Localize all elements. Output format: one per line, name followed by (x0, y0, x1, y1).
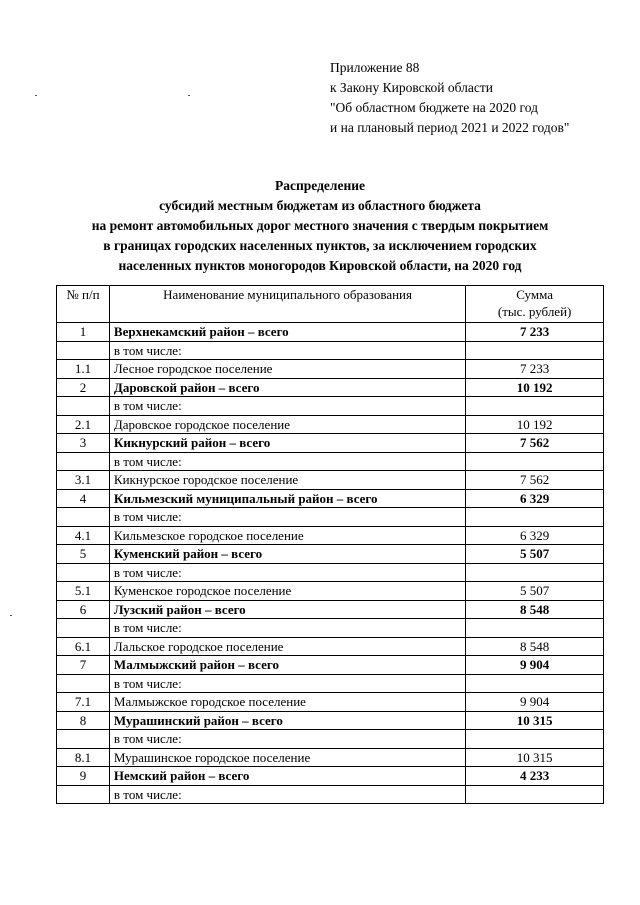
row-number: 6.1 (57, 637, 110, 656)
row-number: 6 (57, 600, 110, 619)
column-header-sum (466, 286, 604, 323)
table-row-district-total (57, 378, 604, 397)
row-name: Немский район – всего (109, 767, 465, 786)
scan-speck (10, 615, 12, 616)
row-number (57, 508, 110, 527)
row-name: Мурашинский район – всего (109, 711, 465, 730)
row-name: Мурашинское городское поселение (109, 748, 465, 767)
table-row (57, 471, 604, 490)
row-name: в том числе: (109, 674, 465, 693)
appendix-line: Приложение 88 (330, 60, 420, 75)
row-sum (466, 619, 604, 638)
table-row (57, 397, 604, 416)
table-row (57, 360, 604, 379)
row-name: Малмыжский район – всего (109, 656, 465, 675)
row-sum: 10 315 (466, 748, 604, 767)
row-number: 8 (57, 711, 110, 730)
title-line: в границах городских населенных пунктов, за исключением городских (103, 238, 537, 253)
row-sum (466, 508, 604, 527)
row-number: 9 (57, 767, 110, 786)
row-number (57, 674, 110, 693)
row-number (57, 397, 110, 416)
table-row (57, 452, 604, 471)
row-number: 1 (57, 323, 110, 342)
row-name: в том числе: (109, 730, 465, 749)
row-number: 3.1 (57, 471, 110, 490)
row-number: 5 (57, 545, 110, 564)
row-number: 7 (57, 656, 110, 675)
row-sum: 8 548 (466, 600, 604, 619)
table-row (57, 582, 604, 601)
row-sum: 6 329 (466, 489, 604, 508)
row-sum: 4 233 (466, 767, 604, 786)
column-header-sum-line1: Сумма (516, 287, 554, 302)
row-sum (466, 452, 604, 471)
title-line: Распределение (274, 178, 366, 193)
row-sum (466, 397, 604, 416)
table-row (57, 341, 604, 360)
title-line: на ремонт автомобильных дорог местного значения с твердым покрытием (91, 218, 549, 233)
table-row (57, 637, 604, 656)
row-sum (466, 674, 604, 693)
row-name: Лальское городское поселение (109, 637, 465, 656)
row-number: 4 (57, 489, 110, 508)
row-number (57, 619, 110, 638)
row-sum (466, 785, 604, 804)
row-name: в том числе: (109, 452, 465, 471)
row-number: 2.1 (57, 415, 110, 434)
row-name: в том числе: (109, 785, 465, 804)
document-title (0, 176, 640, 276)
appendix-header (330, 58, 569, 138)
table-row (57, 785, 604, 804)
row-sum (466, 341, 604, 360)
row-name: Кильмезское городское поселение (109, 526, 465, 545)
row-sum (466, 563, 604, 582)
subsidy-table (56, 285, 604, 804)
row-name: Куменское городское поселение (109, 582, 465, 601)
row-sum: 7 562 (466, 434, 604, 453)
row-sum: 10 192 (466, 378, 604, 397)
row-name: Даровской район – всего (109, 378, 465, 397)
row-name: Лузский район – всего (109, 600, 465, 619)
row-name: Кикнурское городское поселение (109, 471, 465, 490)
appendix-line: "Об областном бюджете на 2020 год (330, 100, 538, 115)
table-row (57, 563, 604, 582)
table-row (57, 619, 604, 638)
row-name: в том числе: (109, 508, 465, 527)
table-row (57, 508, 604, 527)
row-number: 7.1 (57, 693, 110, 712)
appendix-line: к Закону Кировской области (330, 80, 494, 95)
row-sum: 10 315 (466, 711, 604, 730)
table-row (57, 748, 604, 767)
column-header-num: № п/п (57, 286, 110, 323)
row-number: 8.1 (57, 748, 110, 767)
row-sum: 6 329 (466, 526, 604, 545)
row-name: Верхнекамский район – всего (109, 323, 465, 342)
row-number: 1.1 (57, 360, 110, 379)
row-sum: 8 548 (466, 637, 604, 656)
row-name: Кильмезский муниципальный район – всего (109, 489, 465, 508)
row-number (57, 730, 110, 749)
row-sum: 5 507 (466, 545, 604, 564)
row-number (57, 785, 110, 804)
scan-speck (188, 95, 190, 96)
table-row-district-total (57, 323, 604, 342)
row-name: Даровское городское поселение (109, 415, 465, 434)
row-number: 4.1 (57, 526, 110, 545)
row-sum (466, 730, 604, 749)
row-number: 2 (57, 378, 110, 397)
row-name: в том числе: (109, 563, 465, 582)
table-row-district-total (57, 545, 604, 564)
row-sum: 7 233 (466, 360, 604, 379)
table-body (57, 323, 604, 804)
table-row-district-total (57, 767, 604, 786)
column-header-sum-line2: (тыс. рублей) (497, 304, 572, 319)
table-row-district-total (57, 434, 604, 453)
table-row-district-total (57, 600, 604, 619)
table-row-district-total (57, 656, 604, 675)
row-number (57, 452, 110, 471)
table-row-district-total (57, 489, 604, 508)
row-name: в том числе: (109, 341, 465, 360)
table-row (57, 674, 604, 693)
row-number: 5.1 (57, 582, 110, 601)
row-name: Лесное городское поселение (109, 360, 465, 379)
table-row-district-total (57, 711, 604, 730)
row-sum: 9 904 (466, 693, 604, 712)
row-sum: 7 233 (466, 323, 604, 342)
row-name: Куменский район – всего (109, 545, 465, 564)
column-header-name: Наименование муниципального образования (109, 286, 465, 323)
table-row (57, 415, 604, 434)
row-name: в том числе: (109, 397, 465, 416)
table-row (57, 693, 604, 712)
appendix-line: и на плановый период 2021 и 2022 годов" (330, 120, 570, 135)
table-header-row (57, 286, 604, 323)
table-row (57, 526, 604, 545)
title-line: субсидий местным бюджетам из областного бюджета (159, 198, 481, 213)
row-name: Кикнурский район – всего (109, 434, 465, 453)
row-sum: 9 904 (466, 656, 604, 675)
scan-speck (35, 95, 37, 96)
table-row (57, 730, 604, 749)
row-name: в том числе: (109, 619, 465, 638)
row-number (57, 563, 110, 582)
row-sum: 7 562 (466, 471, 604, 490)
row-sum: 10 192 (466, 415, 604, 434)
row-name: Малмыжское городское поселение (109, 693, 465, 712)
title-line: населенных пунктов моногородов Кировской области, на 2020 год (118, 258, 522, 273)
row-number: 3 (57, 434, 110, 453)
row-sum: 5 507 (466, 582, 604, 601)
row-number (57, 341, 110, 360)
